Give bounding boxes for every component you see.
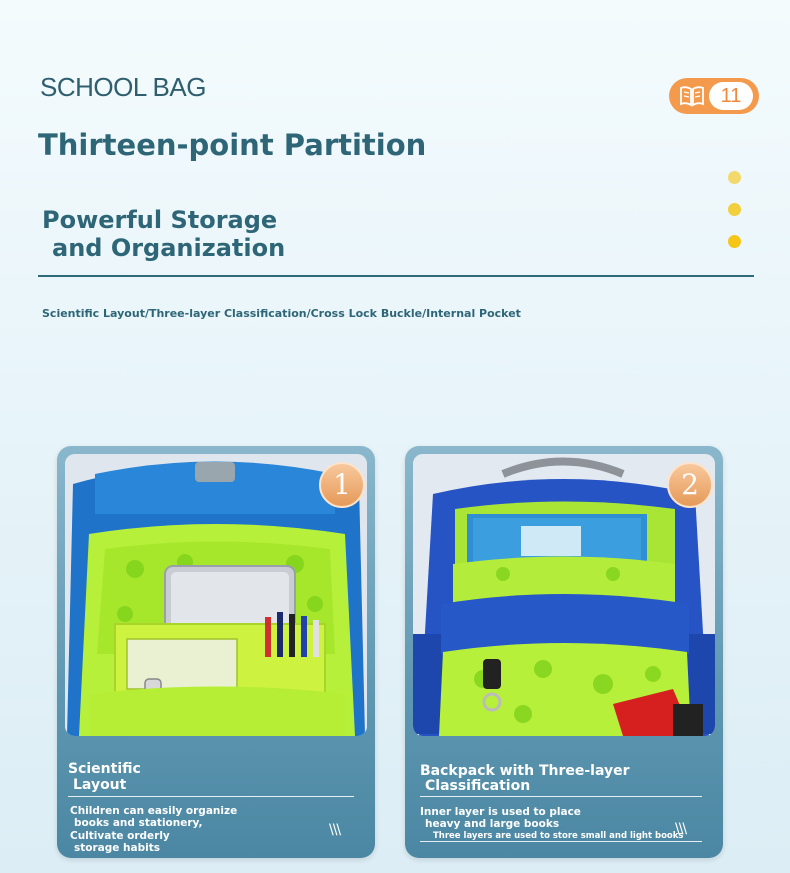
backpack-photo xyxy=(413,454,715,736)
tagline: Scientific Layout/Three-layer Classification/Cross Lock Buckle/Internal Pocket xyxy=(42,307,521,320)
card-text-line-3: Three layers are used to store small and light books xyxy=(433,831,684,841)
header-divider xyxy=(38,275,754,277)
page-number: 11 xyxy=(709,82,753,110)
card-divider xyxy=(420,841,702,842)
card-text-line-1: Children can easily organize xyxy=(70,805,238,817)
page-title: Thirteen-point Partition xyxy=(38,128,427,162)
card-text-line-2: books and stationery, xyxy=(74,817,203,829)
card-divider xyxy=(420,796,702,797)
decor-slashes: \\\ xyxy=(675,821,687,837)
card-text-line-3: Cultivate orderly xyxy=(70,830,170,842)
book-icon xyxy=(679,84,705,108)
feature-number-badge: 2 xyxy=(667,462,713,508)
card-title-line-2: Layout xyxy=(73,777,127,793)
card-text-line-2: heavy and large books xyxy=(425,818,560,830)
decor-slashes: \\\ xyxy=(329,822,341,838)
card-title-line-2: Classification xyxy=(425,778,531,794)
card-divider xyxy=(68,796,354,797)
feature-card-scientific-layout xyxy=(57,446,375,858)
page-badge xyxy=(669,78,759,114)
decor-dot xyxy=(728,171,741,184)
backpack-photo xyxy=(65,454,367,736)
card-title-line-1: Backpack with Three-layer xyxy=(420,763,630,779)
card-title-line-1: Scientific xyxy=(68,761,141,777)
subtitle-line-2: and Organization xyxy=(52,234,286,262)
subtitle-line-1: Powerful Storage xyxy=(42,206,278,234)
brand-label: SCHOOL BAG xyxy=(40,72,206,102)
card-text-line-1: Inner layer is used to place xyxy=(420,806,581,818)
feature-card-three-layer xyxy=(405,446,723,858)
decor-dot xyxy=(728,203,741,216)
card-text-line-4: storage habits xyxy=(74,842,160,854)
feature-number-badge: 1 xyxy=(319,462,365,508)
decor-dot xyxy=(728,235,741,248)
